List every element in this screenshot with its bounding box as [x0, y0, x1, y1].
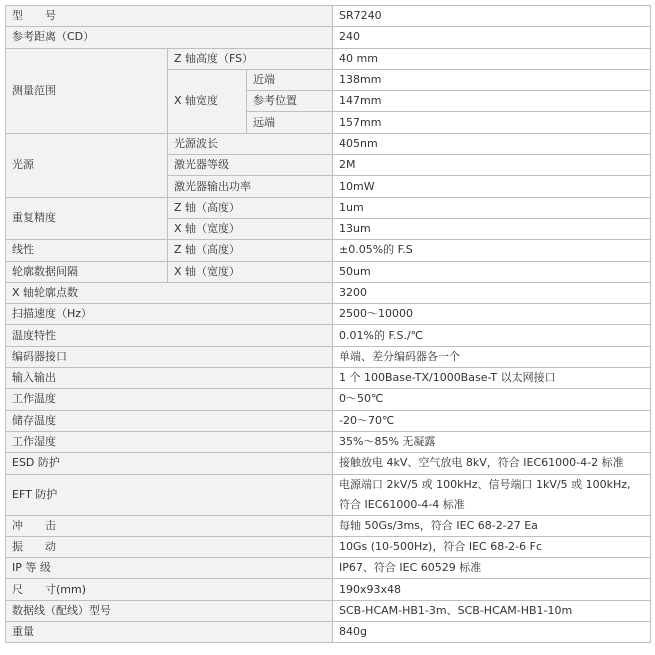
row-label: 振 动	[6, 536, 333, 557]
row-label: 数据线（配线）型号	[6, 600, 333, 621]
row-value: 35%～85% 无凝露	[333, 431, 651, 452]
table-row	[6, 261, 651, 282]
table-row	[6, 622, 651, 643]
sub-label: Z 轴（高度）	[168, 240, 333, 261]
table-row	[6, 325, 651, 346]
row-value: 240	[333, 27, 651, 48]
sub-label: 激光器等级	[168, 155, 333, 176]
row-label: 编码器接口	[6, 346, 333, 367]
table-row	[6, 536, 651, 557]
group-label: 测量范围	[6, 48, 168, 133]
row-label: IP 等 级	[6, 558, 333, 579]
group-label: 线性	[6, 240, 168, 261]
row-value: ±0.05%的 F.S	[333, 240, 651, 261]
table-row	[6, 368, 651, 389]
row-value: SR7240	[333, 6, 651, 27]
sub-label: X 轴（宽度）	[168, 261, 333, 282]
table-row	[6, 579, 651, 600]
row-value: 190x93x48	[333, 579, 651, 600]
table-row	[6, 453, 651, 474]
sub-label: X 轴（宽度）	[168, 218, 333, 239]
table-row	[6, 389, 651, 410]
table-row	[6, 27, 651, 48]
row-value: 0～50℃	[333, 389, 651, 410]
row-value: 13um	[333, 218, 651, 239]
row-label: 型 号	[6, 6, 333, 27]
row-label: 冲 击	[6, 515, 333, 536]
sub-label: 激光器输出功率	[168, 176, 333, 197]
row-value: 接触放电 4kV、空气放电 8kV，符合 IEC61000-4-2 标准	[333, 453, 651, 474]
row-value: 50um	[333, 261, 651, 282]
row-label: 输入输出	[6, 368, 333, 389]
row-value: 0.01%的 F.S./℃	[333, 325, 651, 346]
table-row	[6, 6, 651, 27]
row-label: 重量	[6, 622, 333, 643]
row-label: 尺 寸(mm)	[6, 579, 333, 600]
row-label: 温度特性	[6, 325, 333, 346]
row-value: 157mm	[333, 112, 651, 133]
row-value: 3200	[333, 282, 651, 303]
row-label: 扫描速度（Hz）	[6, 304, 333, 325]
table-row	[6, 282, 651, 303]
table-row	[6, 240, 651, 261]
row-value: 10mW	[333, 176, 651, 197]
group-label: 重复精度	[6, 197, 168, 240]
sub-label: X 轴宽度	[168, 69, 247, 133]
table-row	[6, 600, 651, 621]
row-value: 1um	[333, 197, 651, 218]
table-row	[6, 431, 651, 452]
group-label: 光源	[6, 133, 168, 197]
row-value: 10Gs (10-500Hz)，符合 IEC 68-2-6 Fc	[333, 536, 651, 557]
row-label: 工作湿度	[6, 431, 333, 452]
spec-table	[5, 5, 651, 643]
row-label: 参考距离（CD）	[6, 27, 333, 48]
table-row	[6, 346, 651, 367]
table-row	[6, 410, 651, 431]
value-line-2: 符合 IEC61000-4-4 标准	[339, 497, 465, 511]
row-value	[333, 474, 651, 515]
row-value: 2M	[333, 155, 651, 176]
sub-label: Z 轴高度（FS）	[168, 48, 333, 69]
table-row	[6, 48, 651, 69]
row-value: 147mm	[333, 91, 651, 112]
table-row	[6, 197, 651, 218]
row-value: 1 个 100Base-TX/1000Base-T 以太网接口	[333, 368, 651, 389]
row-label: EFT 防护	[6, 474, 333, 515]
table-row	[6, 558, 651, 579]
table-row	[6, 515, 651, 536]
row-value: IP67、符合 IEC 60529 标准	[333, 558, 651, 579]
row-value: 840g	[333, 622, 651, 643]
row-label: 储存温度	[6, 410, 333, 431]
sub-sub-label: 参考位置	[247, 91, 333, 112]
row-label: 工作温度	[6, 389, 333, 410]
sub-sub-label: 近端	[247, 69, 333, 90]
row-value: 2500～10000	[333, 304, 651, 325]
value-line-1: 电源端口 2kV/5 或 100kHz、信号端口 1kV/5 或 100kHz,	[339, 477, 631, 491]
row-value: 单端、差分编码器各一个	[333, 346, 651, 367]
sub-label: Z 轴（高度）	[168, 197, 333, 218]
group-label: 轮廓数据间隔	[6, 261, 168, 282]
row-value: SCB-HCAM-HB1-3m、SCB-HCAM-HB1-10m	[333, 600, 651, 621]
row-value: 405nm	[333, 133, 651, 154]
sub-sub-label: 远端	[247, 112, 333, 133]
sub-label: 光源波长	[168, 133, 333, 154]
row-value: 每轴 50Gs/3ms，符合 IEC 68-2-27 Ea	[333, 515, 651, 536]
table-row	[6, 474, 651, 515]
table-row	[6, 133, 651, 154]
table-row	[6, 304, 651, 325]
row-value: 138mm	[333, 69, 651, 90]
row-value: -20～70℃	[333, 410, 651, 431]
row-label: X 轴轮廓点数	[6, 282, 333, 303]
row-label: ESD 防护	[6, 453, 333, 474]
row-value: 40 mm	[333, 48, 651, 69]
